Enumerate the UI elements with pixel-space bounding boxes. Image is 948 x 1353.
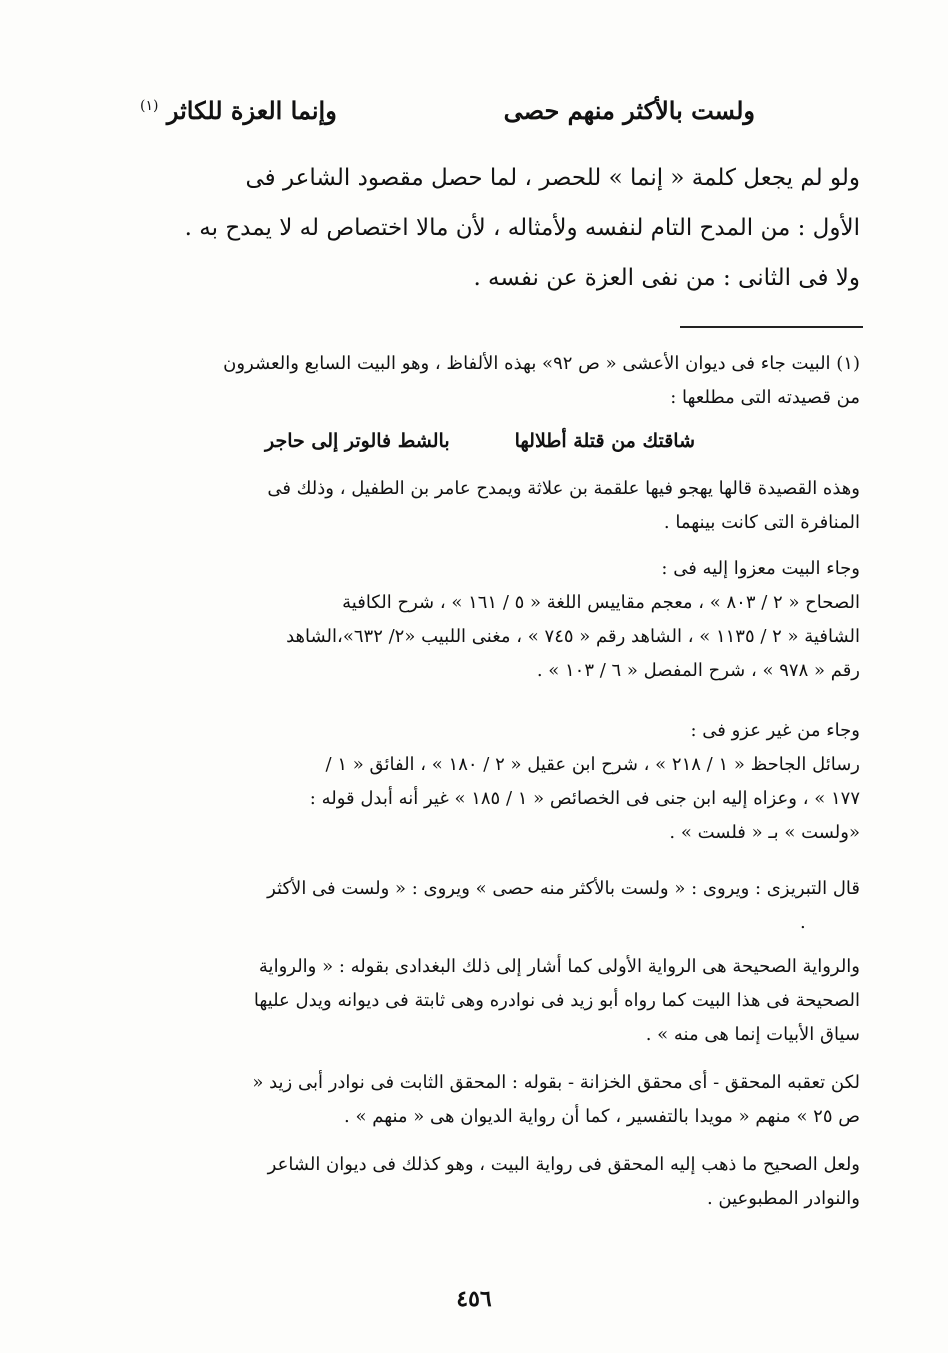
footnote-verse	[265, 430, 695, 464]
main-paragraph	[185, 153, 860, 303]
footnote-stray-period: .	[800, 912, 806, 933]
footnote-paragraph-7	[268, 1148, 860, 1216]
footnote-line: رقم « ٩٧٨ » ، شرح المفصل « ٦ / ١٠٣ » .	[536, 660, 860, 681]
footnote-line: ١٧٧ » ، وعزاه إليه ابن جنى فى الخصائص « ١ / ١٨٥ » غير أنه أبدل قوله :	[309, 788, 860, 809]
footnote-line: وهذه القصيدة قالها يهجو فيها علقمة بن علاثة ويمدح عامر بن الطفيل ، وذلك فى	[267, 478, 860, 499]
footnote-line: لكن تعقبه المحقق - أى محقق الخزانة - بقوله : المحقق الثابت فى نوادر أبى زيد «	[252, 1072, 860, 1093]
footnote-line: الشافية « ٢ / ١١٣٥ » ، الشاهد رقم « ٧٤٥ » ، مغنى اللبيب «٢/ ٦٣٢»،الشاهد	[286, 626, 860, 647]
footnote-line: والنوادر المطبوعين .	[706, 1188, 860, 1209]
footnote-intro	[223, 347, 860, 415]
footnote-line: ص ٢٥ » منهم « مويدا بالتفسير ، كما أن رواية الديوان هى « منهم » .	[344, 1106, 860, 1127]
footnote-paragraph-4	[267, 872, 860, 906]
main-line: الأول : من المدح التام لنفسه ولأمثاله ، لأن مالا اختصاص له لا يمدح به .	[184, 215, 860, 241]
footnote-line: والرواية الصحيحة هى الرواية الأولى كما أشار إلى ذلك البغدادى بقوله : « والرواية	[258, 956, 860, 977]
footnote-line: وجاء البيت معزوا إليه فى :	[661, 558, 860, 579]
verse-hemistich-second	[140, 96, 337, 125]
footnote-line: وجاء من غير عزو فى :	[690, 720, 860, 741]
verse-hemistich-second-text: وإنما العزة للكاثر	[166, 96, 337, 125]
main-line: ولو لم يجعل كلمة « إنما » للحصر ، لما حصل مقصود الشاعر فى	[245, 165, 860, 191]
footnote-separator	[680, 326, 863, 328]
footnote-line: الصحاح « ٢ / ٨٠٣ » ، معجم مقاييس اللغة « ٥ / ١٦١ » ، شرح الكافية	[342, 592, 860, 613]
main-line: ولا فى الثانى : من نفى العزة عن نفسه .	[473, 265, 860, 291]
footnote-line: قال التبريزى : ويروى : « ولست بالأكثر منه حصى » ويروى : « ولست فى الأكثر	[267, 878, 860, 899]
footnote-line: من قصيدته التى مطلعها :	[670, 387, 860, 408]
footnote-verse-hemistich-first: شاقتك من قتلة أطلالها	[514, 430, 695, 452]
footnote-reference[interactable]: (١)	[140, 98, 159, 114]
footnote-paragraph-5	[254, 950, 860, 1052]
footnote-line: «ولست » بـ « فلست » .	[669, 822, 860, 843]
footnote-paragraph-6	[252, 1066, 860, 1134]
footnote-paragraph-3	[310, 714, 860, 850]
footnote-line: الصحيحة فى هذا البيت كما رواه أبو زيد فى نوادره وهى ثابتة فى ديوانه ويدل عليها	[253, 990, 860, 1011]
footnote-paragraph-2	[286, 552, 860, 688]
page-number: ٤٥٦	[456, 1286, 492, 1312]
footnote-line: ولعل الصحيح ما ذهب إليه المحقق فى رواية البيت ، وهو كذلك فى ديوان الشاعر	[267, 1154, 860, 1175]
footnote-line: المنافرة التى كانت بينهما .	[663, 512, 860, 533]
footnote-line: (١) البيت جاء فى ديوان الأعشى « ص ٩٢» بهذه الألفاظ ، وهو البيت السابع والعشرون	[223, 353, 860, 374]
footnote-paragraph-1	[267, 472, 860, 540]
footnote-verse-hemistich-second: بالشط فالوتر إلى حاجر	[265, 430, 450, 452]
footnote-line: رسائل الجاحظ « ١ / ٢١٨ » ، شرح ابن عقيل « ٢ / ١٨٠ » ، الفائق « ١ /	[325, 754, 860, 775]
poetry-verse	[140, 96, 755, 140]
footnote-line: سياق الأبيات إنما هى منه » .	[645, 1024, 860, 1045]
verse-hemistich-first: ولست بالأكثر منهم حصى	[503, 96, 755, 125]
